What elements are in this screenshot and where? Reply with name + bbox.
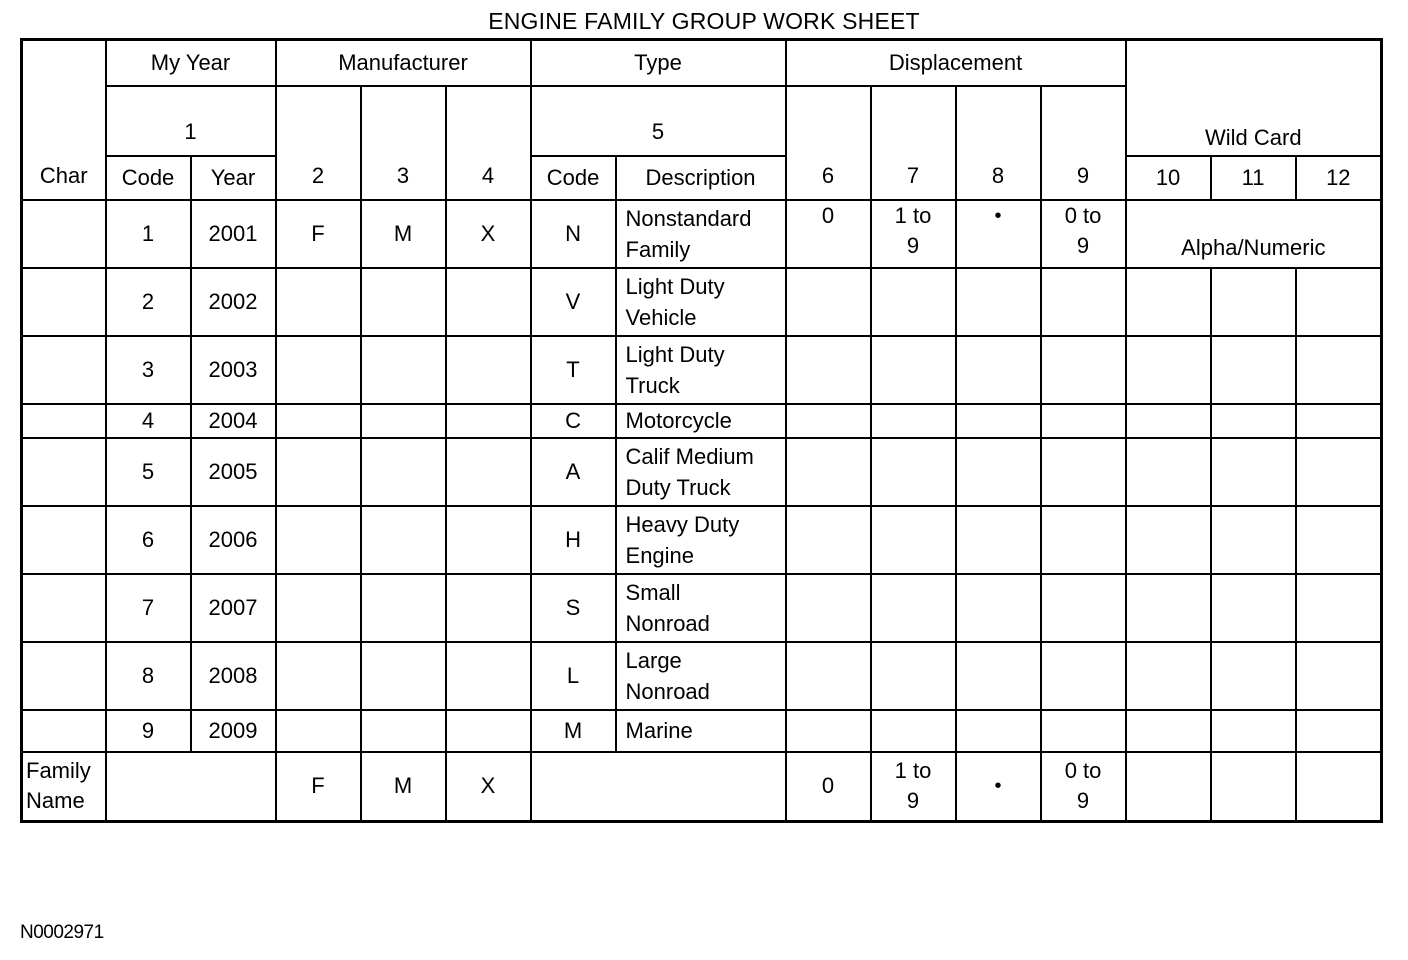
position-10-label: 10 <box>1126 156 1211 200</box>
year-code: 3 <box>106 336 191 404</box>
table-row <box>22 438 1382 506</box>
type-code: M <box>531 710 616 752</box>
table-row <box>22 574 1382 642</box>
year-code: 7 <box>106 574 191 642</box>
manufacturer-char: X <box>446 200 531 268</box>
figure-code: N0002971 <box>20 922 104 943</box>
table-row <box>22 268 1382 336</box>
position-8-label: 8 <box>956 86 1041 200</box>
family-wild-card-12[interactable] <box>1296 752 1382 822</box>
table-row <box>22 336 1382 404</box>
manufacturer-char: M <box>361 200 446 268</box>
type-code: C <box>531 404 616 438</box>
char-header: Char <box>22 40 106 200</box>
position-3-label: 3 <box>361 86 446 200</box>
engine-family-worksheet-table <box>20 38 1383 823</box>
position-1-label: 1 <box>106 86 276 156</box>
family-manufacturer-char: M <box>361 752 446 822</box>
position-9-label: 9 <box>1041 86 1126 200</box>
type-description: Light Duty Truck <box>616 336 786 404</box>
wild-card-header: Wild Card <box>1126 40 1382 156</box>
displacement-8-decimal: • <box>956 200 1041 268</box>
year-code: 6 <box>106 506 191 574</box>
type-description: Heavy Duty Engine <box>616 506 786 574</box>
model-year: 2007 <box>191 574 276 642</box>
my-year-header: My Year <box>106 40 276 86</box>
type-code: T <box>531 336 616 404</box>
position-11-label: 11 <box>1211 156 1296 200</box>
table-row <box>22 404 1382 438</box>
family-name-label: Family Name <box>22 752 106 822</box>
position-7-label: 7 <box>871 86 956 200</box>
family-displacement-9: 0 to 9 <box>1041 752 1126 822</box>
model-year: 2006 <box>191 506 276 574</box>
year-header: Year <box>191 156 276 200</box>
type-description: Calif Medium Duty Truck <box>616 438 786 506</box>
position-6-label: 6 <box>786 86 871 200</box>
type-description: Large Nonroad <box>616 642 786 710</box>
type-code: L <box>531 642 616 710</box>
model-year: 2001 <box>191 200 276 268</box>
year-code: 9 <box>106 710 191 752</box>
year-code: 4 <box>106 404 191 438</box>
model-year: 2008 <box>191 642 276 710</box>
table-row <box>22 642 1382 710</box>
family-manufacturer-char: X <box>446 752 531 822</box>
family-displacement-7: 1 to 9 <box>871 752 956 822</box>
worksheet-title: ENGINE FAMILY GROUP WORK SHEET <box>488 8 920 34</box>
displacement-7: 1 to 9 <box>871 200 956 268</box>
description-header: Description <box>616 156 786 200</box>
year-code: 1 <box>106 200 191 268</box>
type-header: Type <box>531 40 786 86</box>
type-description: Small Nonroad <box>616 574 786 642</box>
family-year-field[interactable] <box>106 752 276 822</box>
code-header: Code <box>106 156 191 200</box>
position-5-label: 5 <box>531 86 786 156</box>
displacement-header: Displacement <box>786 40 1126 86</box>
model-year: 2009 <box>191 710 276 752</box>
position-4-label: 4 <box>446 86 531 200</box>
type-description: Motorcycle <box>616 404 786 438</box>
type-description: Marine <box>616 710 786 752</box>
model-year: 2005 <box>191 438 276 506</box>
table-row <box>22 200 1382 268</box>
wild-card-alpha-numeric: Alpha/Numeric <box>1126 200 1382 268</box>
type-code: A <box>531 438 616 506</box>
type-code: S <box>531 574 616 642</box>
position-12-label: 12 <box>1296 156 1382 200</box>
manufacturer-char: F <box>276 200 361 268</box>
table-row <box>22 710 1382 752</box>
displacement-9: 0 to 9 <box>1041 200 1126 268</box>
table-row <box>22 506 1382 574</box>
family-wild-card-11[interactable] <box>1211 752 1296 822</box>
type-description: Nonstandard Family <box>616 200 786 268</box>
type-code: H <box>531 506 616 574</box>
family-manufacturer-char: F <box>276 752 361 822</box>
family-displacement-8-decimal: • <box>956 752 1041 822</box>
model-year: 2003 <box>191 336 276 404</box>
displacement-6: 0 <box>786 200 871 268</box>
type-description: Light Duty Vehicle <box>616 268 786 336</box>
type-code-header: Code <box>531 156 616 200</box>
type-code: N <box>531 200 616 268</box>
model-year: 2004 <box>191 404 276 438</box>
family-displacement-6: 0 <box>786 752 871 822</box>
manufacturer-header: Manufacturer <box>276 40 531 86</box>
model-year: 2002 <box>191 268 276 336</box>
year-code: 8 <box>106 642 191 710</box>
family-wild-card-10[interactable] <box>1126 752 1211 822</box>
type-code: V <box>531 268 616 336</box>
year-code: 2 <box>106 268 191 336</box>
family-name-row <box>22 752 1382 822</box>
family-type-field[interactable] <box>531 752 786 822</box>
position-2-label: 2 <box>276 86 361 200</box>
year-code: 5 <box>106 438 191 506</box>
